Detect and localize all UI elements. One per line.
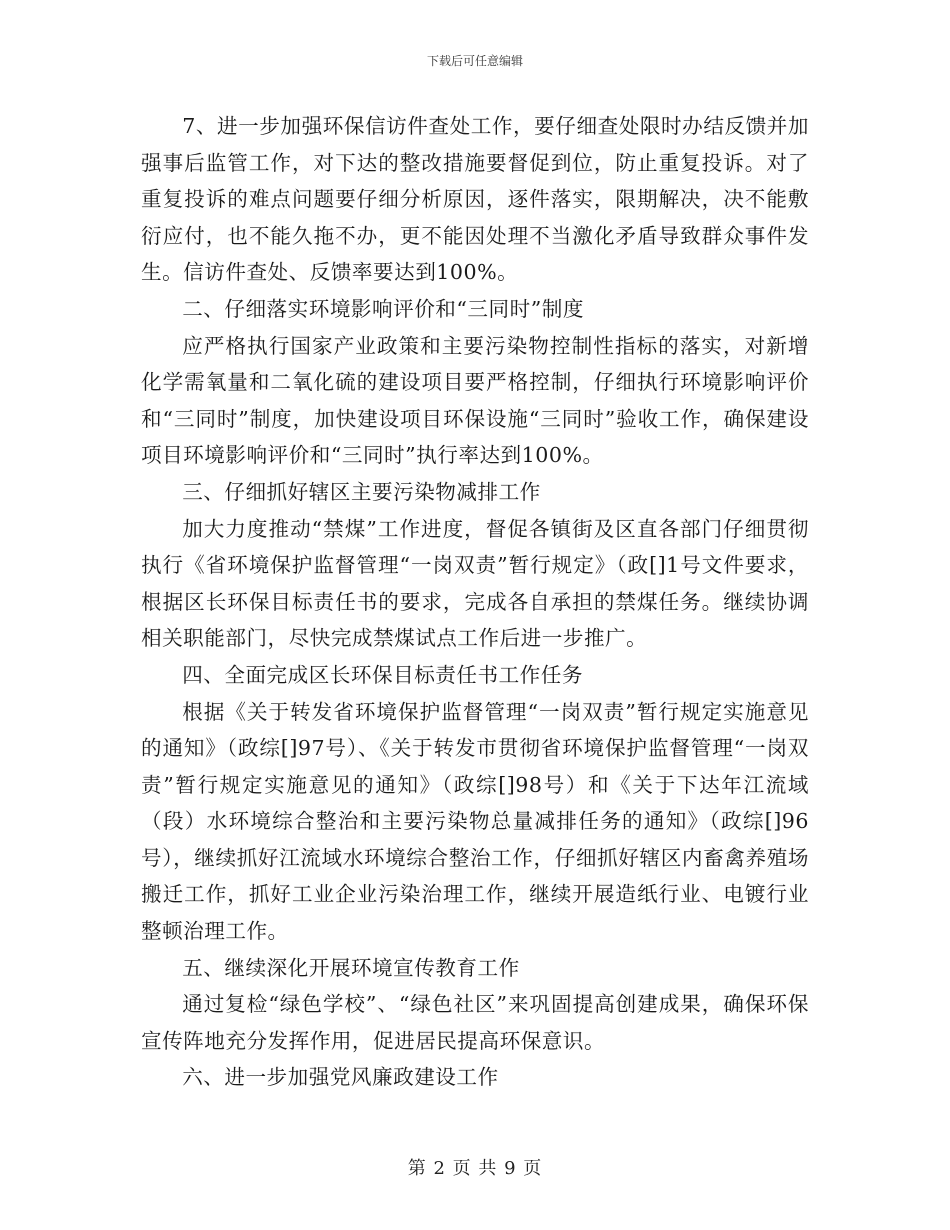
- paragraph-section-3: 加大力度推动“禁煤”工作进度，督促各镇街及区直各部门仔细贯彻执行《省环境保护监督管理“一岗双责”暂行规定》（政[]1号文件要求，根据区长环保目标责任书的要求，完成各自承担的禁煤任务。继续协调相关职能部门，尽快完成禁煤试点工作后进一步推广。: [141, 516, 809, 651]
- document-body: [141, 108, 809, 1096]
- section-heading-2: 二、仔细落实环境影响评价和“三同时”制度: [182, 296, 584, 321]
- paragraph-section-2: 应严格执行国家产业政策和主要污染物控制性指标的落实，对新增化学需氧量和二氧化硫的建设项目要严格控制，仔细执行环境影响评价和“三同时”制度，加快建设项目环保设施“三同时”验收工作，确保建设项目环境影响评价和“三同时”执行率达到100%。: [141, 333, 809, 468]
- section-heading-3: 三、仔细抓好辖区主要污染物减排工作: [182, 479, 541, 504]
- page-footer: 第 2 页 共 9 页: [407, 1158, 543, 1179]
- paragraph-item-7: 7、进一步加强环保信访件查处工作，要仔细查处限时办结反馈并加强事后监管工作，对下达的整改措施要督促到位，防止重复投诉。对了重复投诉的难点问题要仔细分析原因，逐件落实，限期解决，决不能敷衍应付，也不能久拖不办，更不能因处理不当激化矛盾导致群众事件发生。信访件查处、反馈率要达到100%。: [141, 114, 809, 285]
- paragraph-section-5: 通过复检“绿色学校”、“绿色社区”来巩固提高创建成果，确保环保宣传阵地充分发挥作用，促进居民提高环保意识。: [141, 992, 809, 1053]
- section-heading-4: 四、全面完成区长环保目标责任书工作任务: [182, 662, 583, 687]
- paragraph-section-4: 根据《关于转发省环境保护监督管理“一岗双责”暂行规定实施意见的通知》（政综[]97号）、《关于转发市贯彻省环境保护监督管理“一岗双责”暂行规定实施意见的通知》（政综[]98号）和《关于下达年江流域（段）水环境综合整治和主要污染物总量减排任务的通知》（政综[]96号），继续抓好江流域水环境综合整治工作，仔细抓好辖区内畜禽养殖场搬迁工作，抓好工业企业污染治理工作，继续开展造纸行业、电镀行业整顿治理工作。: [141, 699, 809, 944]
- section-heading-6: 六、进一步加强党风廉政建设工作: [182, 1065, 499, 1090]
- page-header: 下载后可任意编辑: [426, 54, 523, 68]
- section-heading-5: 五、继续深化开展环境宣传教育工作: [182, 955, 520, 980]
